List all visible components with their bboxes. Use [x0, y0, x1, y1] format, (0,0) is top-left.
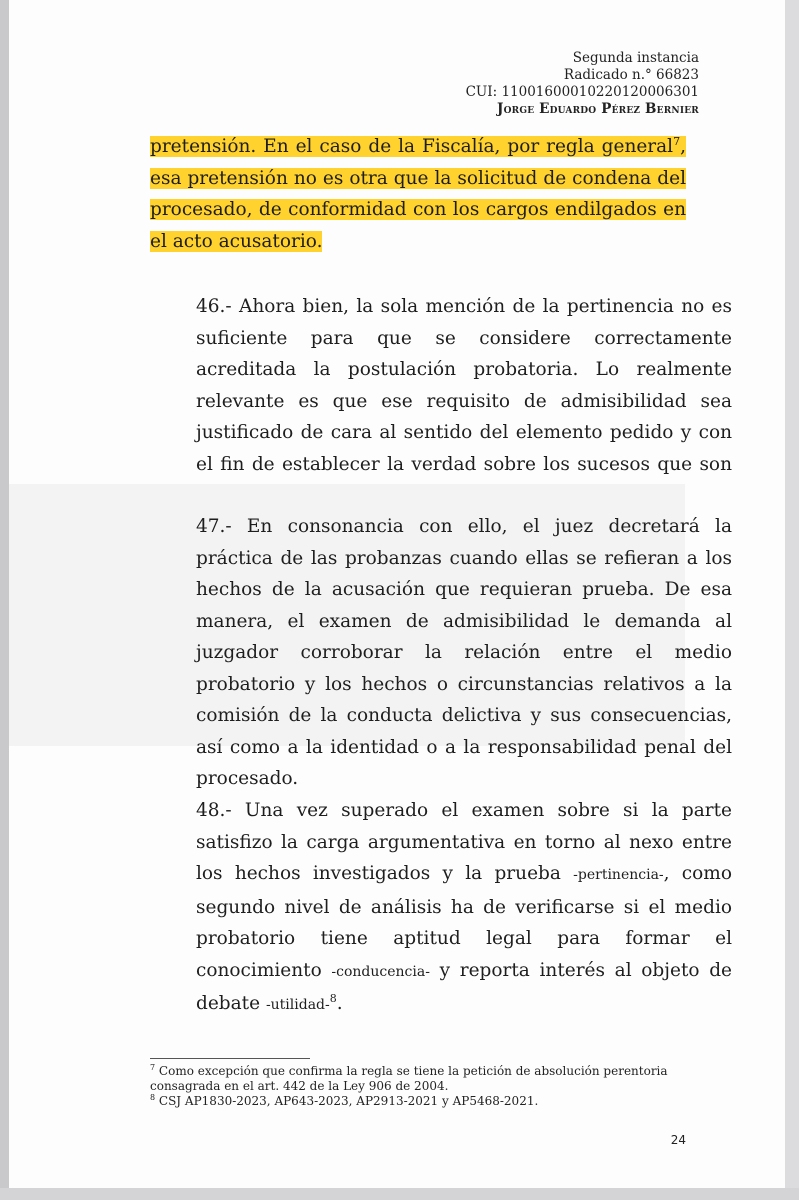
- page-edge-bottom: [0, 1188, 799, 1200]
- page-number: 24: [670, 1133, 686, 1147]
- paragraph-47: 47.- En consonancia con ello, el juez decretará la práctica de las probanzas cuando ellas se refieran a los hechos de la acusación que requieran prueba. De esa manera, el examen de admisibilidad le demanda al juzgador corroborar la relación entre el medio probatorio y los hechos o circunstancias relativos a la comisión de la conducta delictiva y sus consecuencias, así como a la identidad o a la responsabilidad penal del procesado.: [196, 516, 732, 789]
- page-header: [466, 50, 699, 118]
- footnote-7: $^7$ Como excepción que confirma la regla se tiene la petición de absolución perentoria consagrada en el art. 442 de la Ley 906 de 2004.: [150, 1063, 668, 1093]
- header-cui: CUI: 11001600010220120006301: [465, 84, 699, 100]
- page-edge-right: [785, 0, 799, 1200]
- term-utilidad: -utilidad-: [265, 997, 330, 1013]
- footnote-divider: [150, 1058, 310, 1059]
- header-case-number: Radicado n.° 66823: [563, 67, 699, 83]
- paragraph-46: 46.- Ahora bien, la sola mención de la pertinencia no es suficiente para que se considere correctamente acreditada la postulación probatoria. Lo realmente relevante es que ese requisito de admisibilidad sea justificado de cara al sentido del elemento pedido y con el fin de establecer la verdad sobre los sucesos que son: [196, 296, 732, 475]
- term-pertinencia: -pertinencia-: [573, 867, 664, 883]
- paragraph-45-continuation: [150, 131, 686, 257]
- footnotes: [150, 1064, 686, 1109]
- header-instance: Segunda instancia: [572, 50, 699, 66]
- highlighted-text: pretensión. En el caso de la Fiscalía, por regla general$^7$, esa pretensión no es otra que la solicitud de condena del procesado, de conformidad con los cargos endilgados en el acto acusatorio.: [150, 134, 686, 252]
- footnote-ref-8[interactable]: 8: [329, 991, 337, 1005]
- term-conducencia: -conducencia-: [331, 963, 430, 980]
- header-author: Jorge Eduardo Pérez Bernier: [497, 101, 699, 117]
- page-edge-left: [0, 0, 9, 1200]
- paragraph-48: 48.- Una vez superado el examen sobre si la parte satisfizo la carga argumentativa en torno al nexo entre los hechos investigados y la prueba -pertinencia-, como segundo nivel de análisis ha de verificarse si el medio probatorio tiene aptitud legal para formar el conocimiento -conducencia- y reporta interés al objeto de debate -utilidad-$^8$.: [196, 800, 732, 1014]
- footnote-8: $^8$ CSJ AP1830-2023, AP643-2023, AP2913-2021 y AP5468-2021.: [150, 1093, 539, 1108]
- footnote-ref-7[interactable]: 7: [673, 134, 681, 148]
